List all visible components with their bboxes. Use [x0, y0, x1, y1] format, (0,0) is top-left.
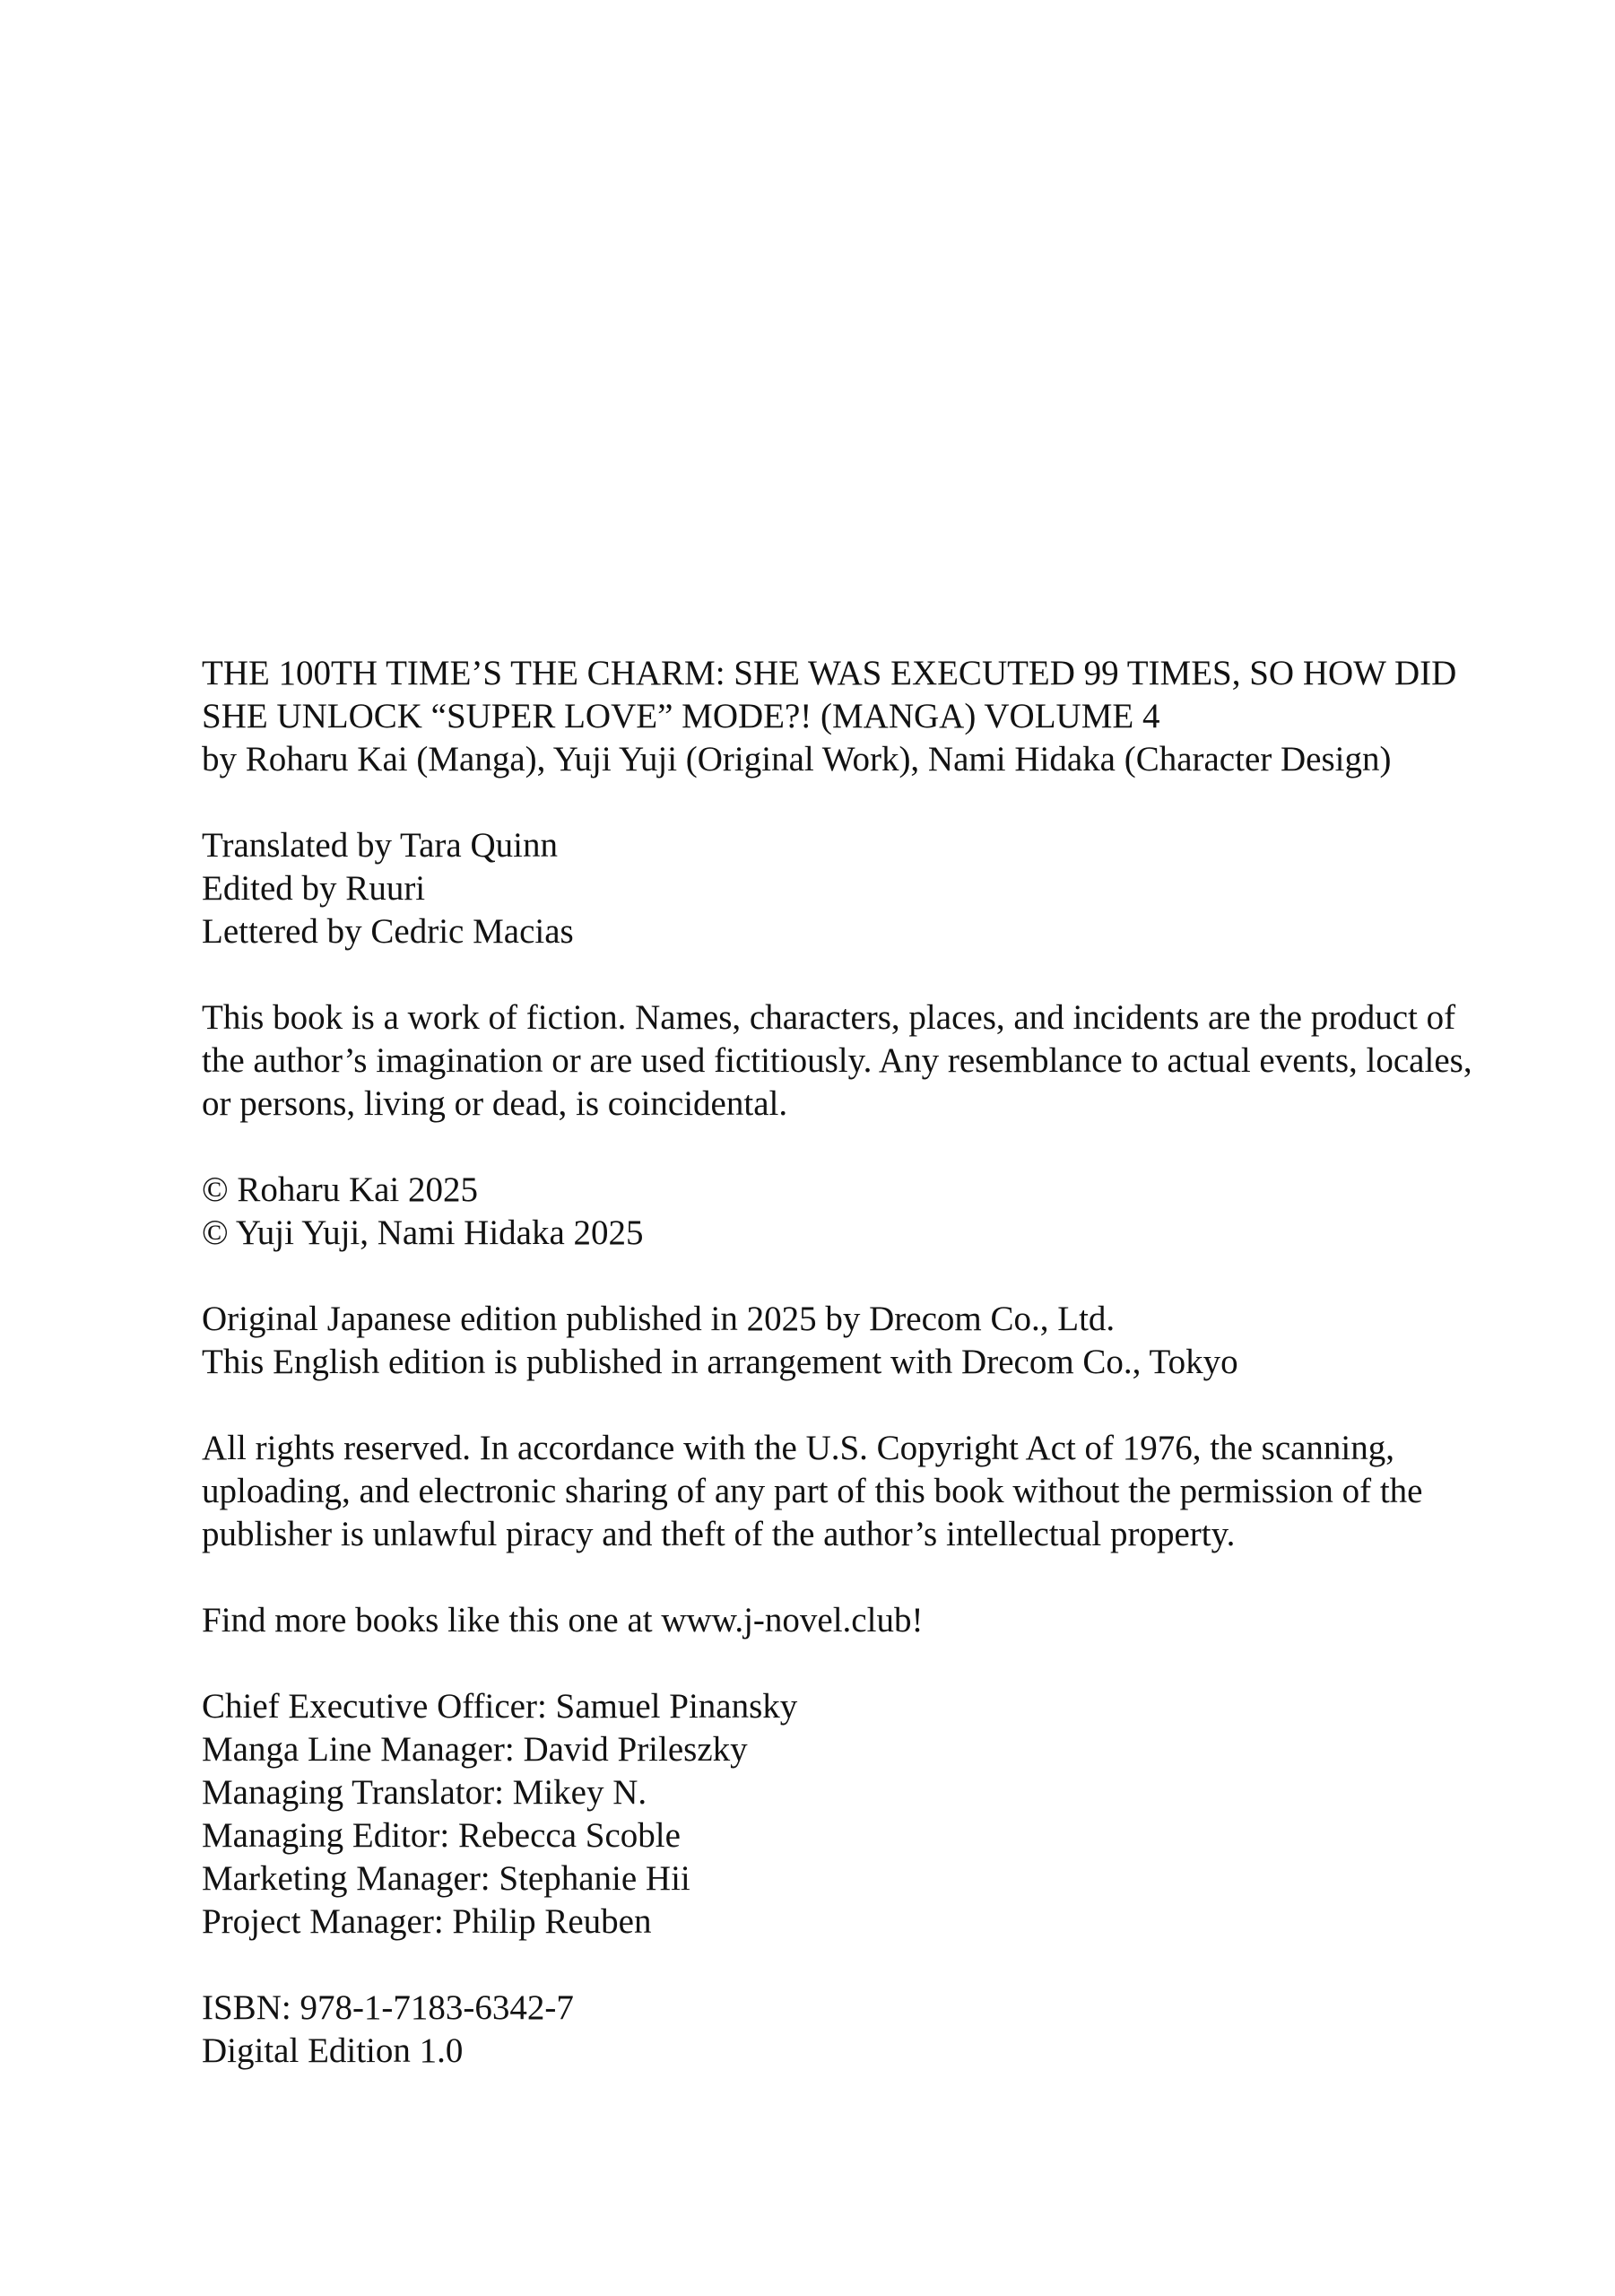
editor-credit: Edited by Ruuri	[202, 869, 426, 908]
book-authors-line: by Roharu Kai (Manga), Yuji Yuji (Original Work), Nami Hidaka (Character Design)	[202, 740, 1392, 778]
disclaimer-line: This book is a work of fiction. Names, characters, places, and incidents are the product of	[202, 998, 1456, 1037]
isbn-block	[202, 1987, 1529, 2073]
rights-notice-line: uploading, and electronic sharing of any part of this book without the permission of the	[202, 1472, 1423, 1510]
book-title-line: SHE UNLOCK “SUPER LOVE” MODE?! (MANGA) VOLUME 4	[202, 697, 1160, 735]
edition-info-line: Original Japanese edition published in 2025 by Drecom Co., Ltd.	[202, 1300, 1116, 1338]
edition-info-line: This English edition is published in arrangement with Drecom Co., Tokyo	[202, 1343, 1238, 1381]
copyright-line: © Yuji Yuji, Nami Hidaka 2025	[202, 1213, 644, 1252]
rights-notice-block	[202, 1427, 1529, 1556]
copyright-line: © Roharu Kai 2025	[202, 1170, 479, 1209]
isbn-line: ISBN: 978-1-7183-6342-7	[202, 1988, 574, 2027]
disclaimer-line: or persons, living or dead, is coincidental.	[202, 1084, 788, 1123]
rights-notice-line: publisher is unlawful piracy and theft of the author’s intellectual property.	[202, 1515, 1236, 1553]
staff-credit-project-manager: Project Manager: Philip Reuben	[202, 1902, 652, 1941]
staff-credit-marketing-manager: Marketing Manager: Stephanie Hii	[202, 1859, 690, 1898]
book-title-block	[202, 652, 1529, 781]
staff-credits-block	[202, 1685, 1529, 1944]
rights-notice-line: All rights reserved. In accordance with the U.S. Copyright Act of 1976, the scanning,	[202, 1429, 1395, 1467]
staff-credit-manga-line-manager: Manga Line Manager: David Prileszky	[202, 1730, 748, 1769]
fiction-disclaimer-block	[202, 996, 1529, 1126]
digital-edition-line: Digital Edition 1.0	[202, 2031, 464, 2070]
promo-block	[202, 1599, 1529, 1642]
edition-info-block	[202, 1298, 1529, 1384]
staff-credit-managing-editor: Managing Editor: Rebecca Scoble	[202, 1816, 681, 1855]
translation-credits-block	[202, 824, 1529, 953]
staff-credit-ceo: Chief Executive Officer: Samuel Pinansky	[202, 1687, 798, 1726]
disclaimer-line: the author’s imagination or are used fictitiously. Any resemblance to actual events, locales,	[202, 1041, 1472, 1080]
promo-line: Find more books like this one at www.j-novel.club!	[202, 1601, 924, 1639]
letterer-credit: Lettered by Cedric Macias	[202, 912, 574, 951]
book-title-line: THE 100TH TIME’S THE CHARM: SHE WAS EXECUTED 99 TIMES, SO HOW DID	[202, 654, 1457, 692]
copyright-notices-block	[202, 1169, 1529, 1255]
translator-credit: Translated by Tara Quinn	[202, 826, 558, 865]
staff-credit-managing-translator: Managing Translator: Mikey N.	[202, 1773, 647, 1812]
colophon-text-block	[202, 652, 1529, 2073]
